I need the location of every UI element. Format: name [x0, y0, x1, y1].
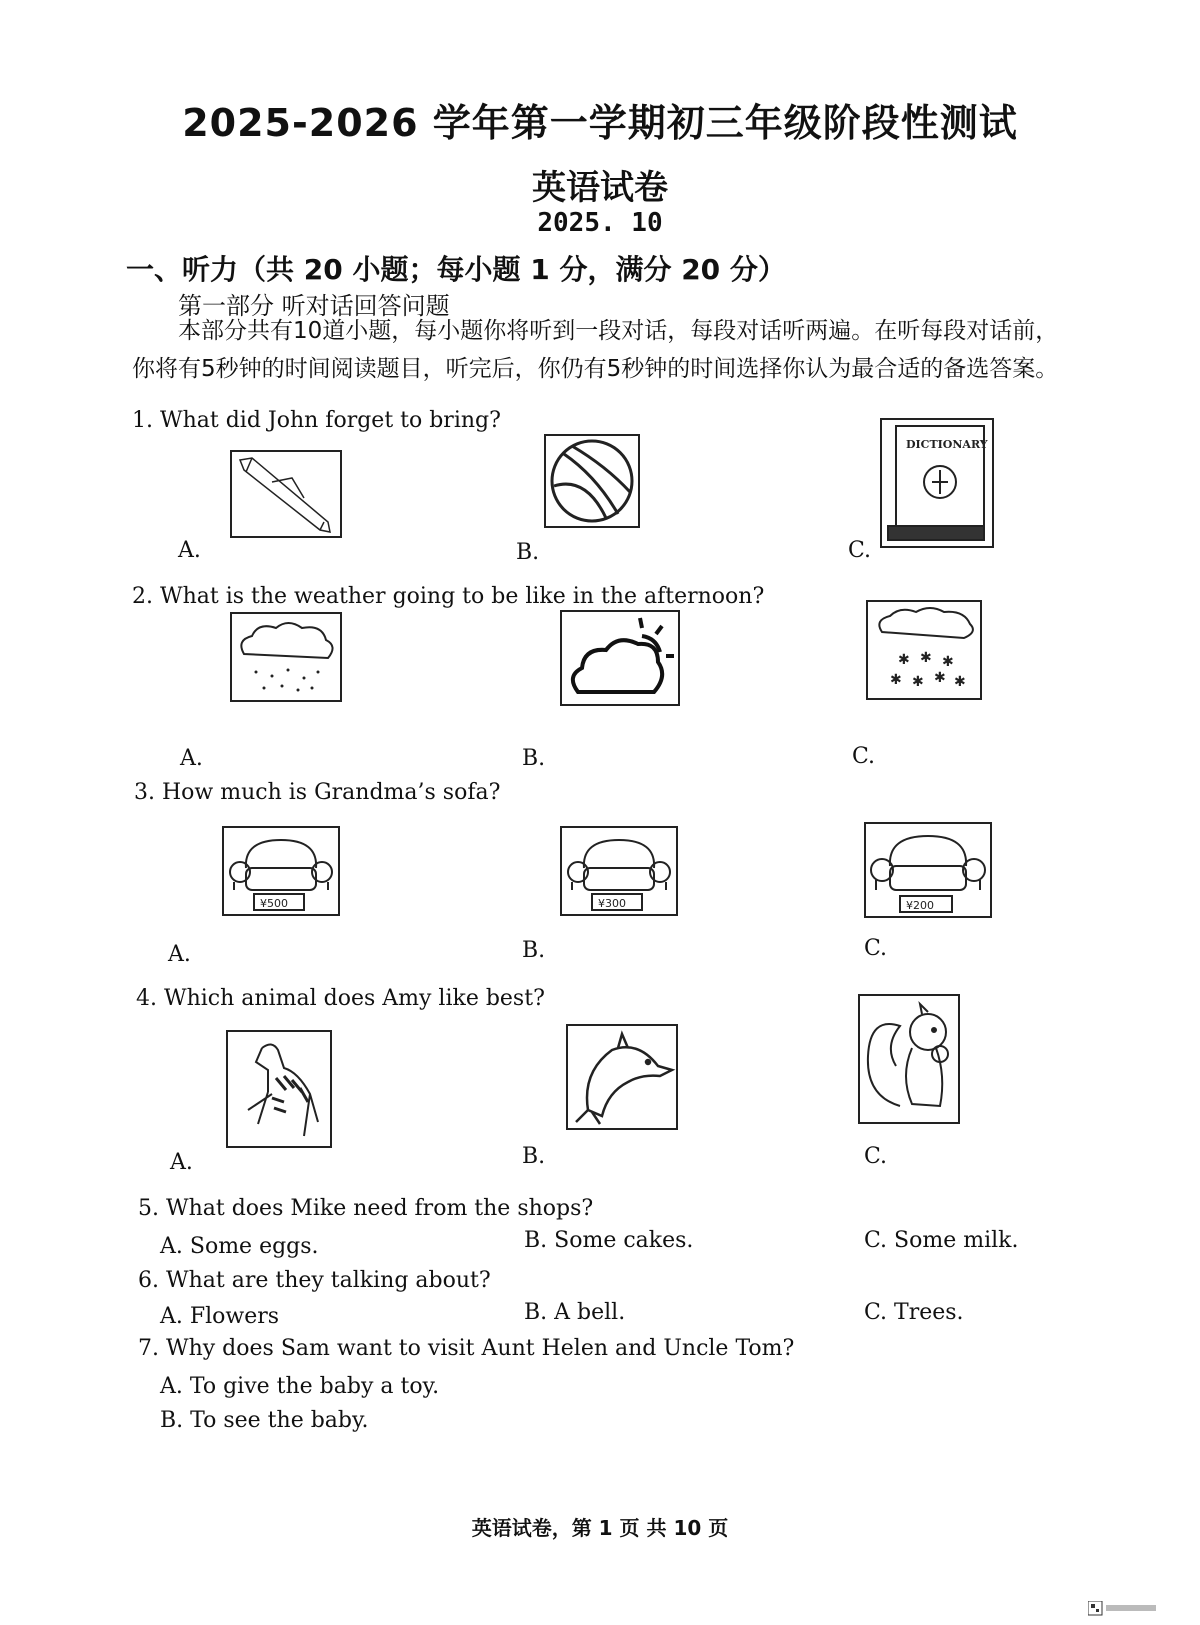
instructions: 本部分共有10道小题，每小题你将听到一段对话，每段对话听两遍。在听每段对话前，你将有5秒钟的时间阅读题目，听完后，你仍有5秒钟的时间选择你认为最合适的备选答案。: [132, 318, 1059, 382]
squirrel-icon: [858, 994, 960, 1124]
sofa-icon: [864, 822, 992, 918]
price-tag-a: ¥500: [260, 897, 288, 910]
q5-option-b[interactable]: B. Some cakes.: [524, 1228, 694, 1253]
zebra-icon: [226, 1030, 332, 1148]
dictionary-icon: [880, 418, 994, 548]
qr-mark-icon: [1088, 1601, 1158, 1617]
ball-icon: [544, 434, 640, 528]
q5-option-c[interactable]: C. Some milk.: [864, 1228, 1019, 1253]
q7-option-b[interactable]: B. To see the baby.: [160, 1408, 369, 1433]
question-4-stem: 4. Which animal does Amy like best?: [136, 986, 545, 1011]
price-tag-c: ¥200: [906, 899, 934, 912]
question-1-stem: 1. What did John forget to bring?: [132, 408, 501, 433]
pen-icon: [230, 450, 342, 538]
svg-text:✱: ✱: [912, 674, 924, 690]
q7-option-a[interactable]: A. To give the baby a toy.: [160, 1374, 440, 1399]
question-3-stem: 3. How much is Grandma’s sofa?: [134, 780, 501, 805]
q1-option-b[interactable]: B.: [516, 540, 540, 565]
cloudy-sun-icon: [560, 610, 680, 706]
sofa-icon: [560, 826, 678, 916]
q1-option-a[interactable]: A.: [178, 538, 201, 563]
sofa-icon: [222, 826, 340, 916]
svg-text:✱: ✱: [890, 672, 902, 688]
section-heading: 一、听力（共 20 小题；每小题 1 分，满分 20 分）: [126, 253, 786, 286]
q1-option-c[interactable]: C.: [848, 538, 872, 563]
exam-subtitle: 英语试卷: [532, 168, 668, 208]
question-2-stem: 2. What is the weather going to be like in the afternoon?: [132, 584, 765, 609]
dolphin-icon: [566, 1024, 678, 1130]
q4-option-c[interactable]: C.: [864, 1144, 888, 1169]
q5-option-a[interactable]: A. Some eggs.: [160, 1234, 319, 1259]
exam-title: 2025-2026 学年第一学期初三年级阶段性测试: [182, 101, 1018, 145]
svg-text:✱: ✱: [934, 670, 946, 686]
svg-text:✱: ✱: [898, 652, 910, 668]
price-tag-b: ¥300: [598, 897, 626, 910]
question-5-stem: 5. What does Mike need from the shops?: [138, 1196, 594, 1221]
q3-option-c[interactable]: C.: [864, 936, 888, 961]
page-footer: 英语试卷，第 1 页 共 10 页: [471, 1516, 729, 1540]
question-6-stem: 6. What are they talking about?: [138, 1268, 491, 1293]
q6-option-c[interactable]: C. Trees.: [864, 1300, 964, 1325]
q6-option-a[interactable]: A. Flowers: [160, 1304, 280, 1329]
q3-option-b[interactable]: B.: [522, 938, 546, 963]
q4-option-b[interactable]: B.: [522, 1144, 546, 1169]
q2-option-b[interactable]: B.: [522, 746, 546, 771]
q4-option-a[interactable]: A.: [170, 1150, 193, 1175]
dictionary-label: DICTIONARY: [906, 438, 988, 451]
svg-text:✱: ✱: [942, 654, 954, 670]
snow-cloud-icon: [866, 600, 982, 700]
rain-cloud-icon: [230, 612, 342, 702]
q6-option-b[interactable]: B. A bell.: [524, 1300, 626, 1325]
svg-text:✱: ✱: [954, 674, 966, 690]
exam-date: 2025. 10: [537, 208, 663, 238]
q2-option-a[interactable]: A.: [180, 746, 203, 771]
q2-option-c[interactable]: C.: [852, 744, 876, 769]
part-title: 第一部分 听对话回答问题: [178, 292, 450, 320]
svg-text:✱: ✱: [920, 650, 932, 666]
question-7-stem: 7. Why does Sam want to visit Aunt Helen and Uncle Tom?: [138, 1336, 795, 1361]
q3-option-a[interactable]: A.: [168, 942, 191, 967]
